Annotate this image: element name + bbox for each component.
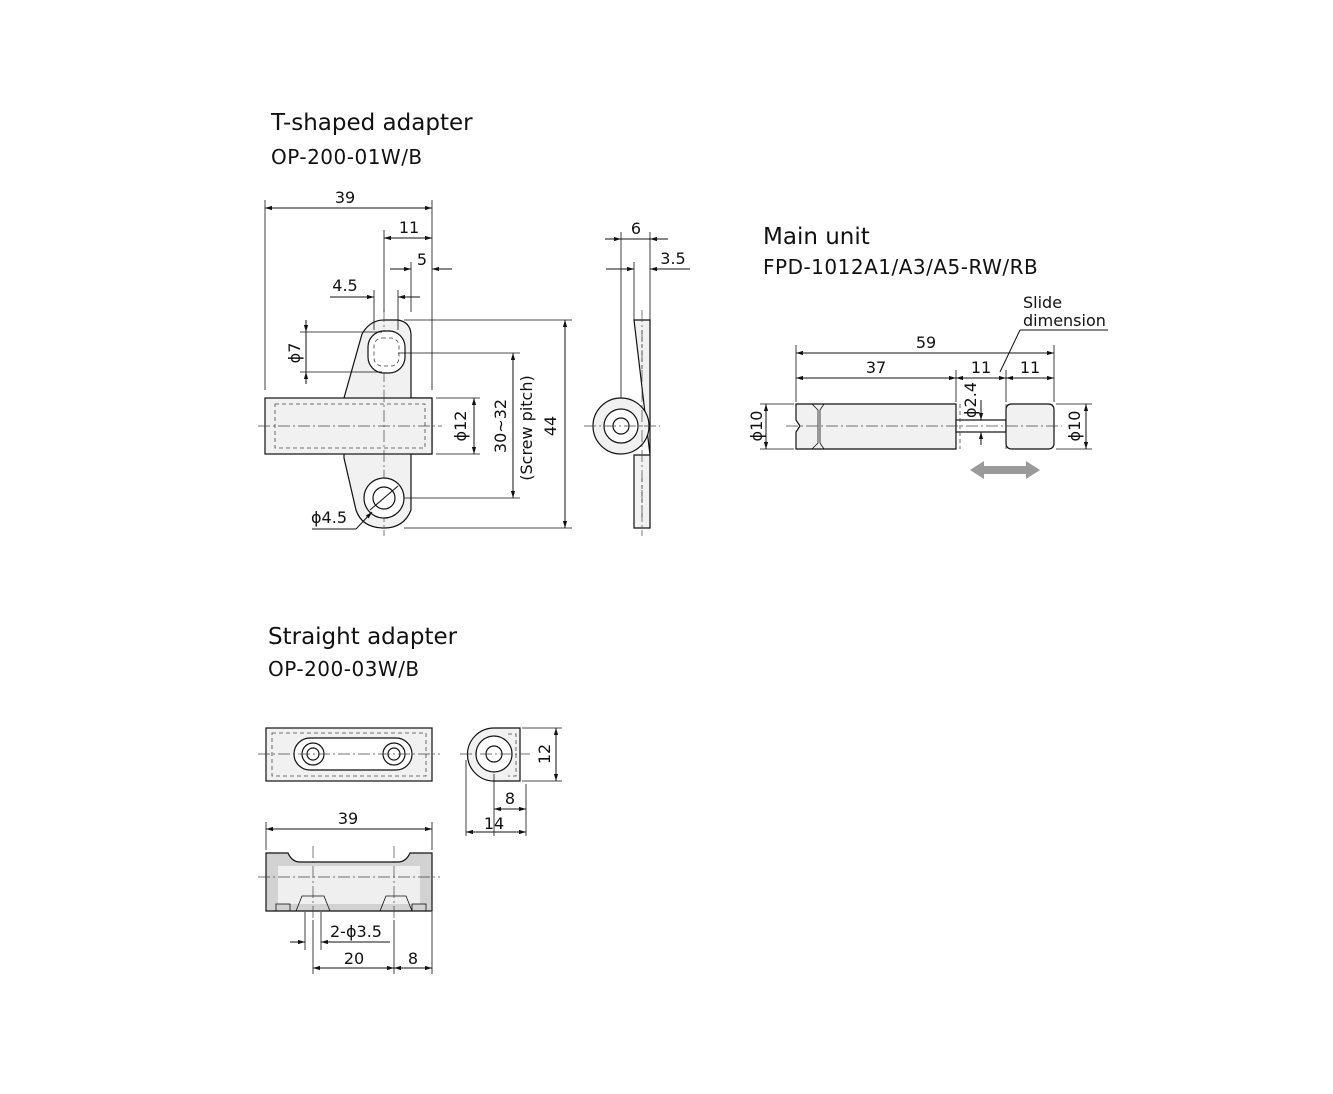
dim-cap-11: 11: [1019, 358, 1041, 377]
dim-phi2-4: ϕ2.4: [961, 382, 980, 418]
dim-59: 59: [915, 333, 937, 352]
dim-pitch: 30∼32: [491, 398, 510, 454]
t-adapter-code: OP-200-01W/B: [271, 145, 423, 169]
dim-phi12: ϕ12: [451, 410, 470, 442]
dim-phi10-left: ϕ10: [747, 410, 766, 442]
dim-39-bottom: 39: [337, 809, 359, 828]
straight-adapter-side-view: [460, 728, 530, 781]
slide-label-1: Slide: [1023, 293, 1063, 312]
dim-slide-11: 11: [970, 358, 992, 377]
dim-6: 6: [630, 219, 642, 238]
t-adapter-title: T-shaped adapter: [271, 110, 473, 136]
dim-20: 20: [343, 949, 365, 968]
dim-3-5: 3.5: [660, 249, 686, 268]
t-adapter-side-view: [584, 310, 660, 536]
dim-14: 14: [483, 814, 505, 833]
dim-pitch-note: (Screw pitch): [517, 375, 536, 481]
dim-37: 37: [865, 358, 887, 377]
dim-holes: 2-ϕ3.5: [330, 922, 382, 941]
dim-8-top: 8: [504, 789, 516, 808]
main-unit-drawing: [786, 404, 1062, 479]
slide-label-2: dimension: [1023, 311, 1106, 330]
dim-8-bottom: 8: [407, 949, 419, 968]
straight-adapter-top-view: [258, 728, 440, 781]
dim-4-5: 4.5: [332, 276, 358, 295]
dim-44: 44: [541, 415, 560, 437]
straight-adapter-front-view: [258, 846, 440, 920]
dim-11: 11: [398, 218, 420, 237]
dim-5: 5: [416, 250, 428, 269]
t-adapter-dimensions: [265, 188, 690, 529]
main-unit-title: Main unit: [763, 224, 870, 250]
dim-phi10-right: ϕ10: [1065, 410, 1084, 442]
dim-phi4-5: ϕ4.5: [311, 508, 347, 527]
straight-adapter-title: Straight adapter: [268, 624, 458, 650]
main-unit-code: FPD-1012A1/A3/A5-RW/RB: [763, 255, 1039, 279]
dim-12: 12: [535, 743, 554, 765]
dim-phi7: ϕ7: [285, 342, 304, 364]
slide-direction-arrow: [970, 461, 1040, 479]
dim-39: 39: [334, 188, 356, 207]
straight-adapter-code: OP-200-03W/B: [268, 657, 420, 681]
